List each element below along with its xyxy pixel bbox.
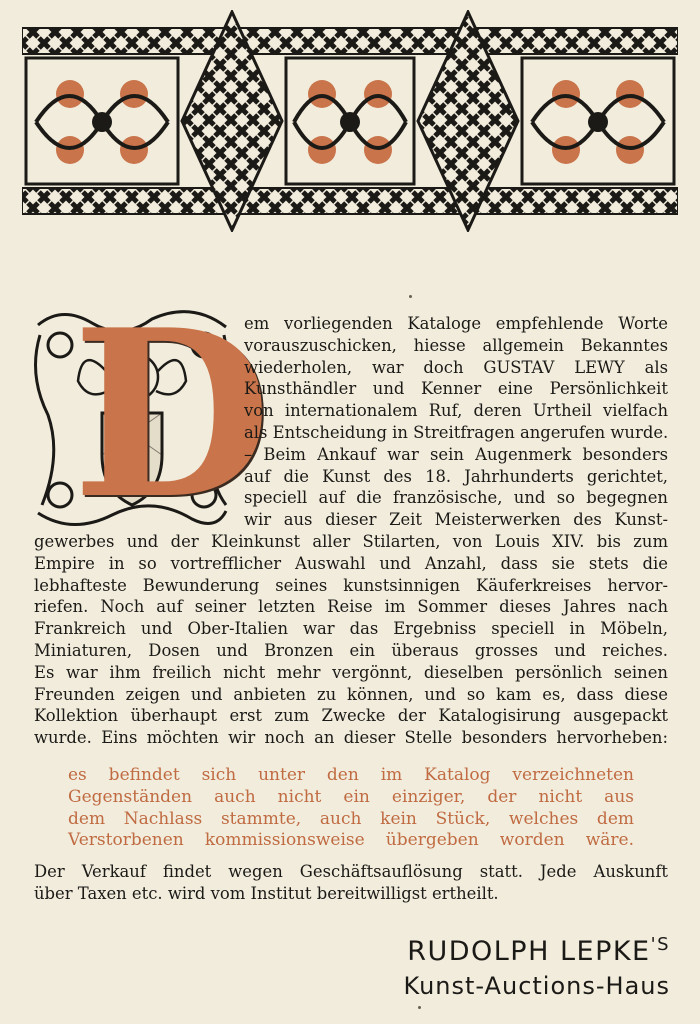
text-line: als Entscheidung in Streitfragen angerufen wurde. [244, 422, 669, 442]
celtic-knot-border-band [22, 10, 678, 232]
text-line: auf die Kunst des 18. Jahrhunderts gerichtet, [244, 466, 668, 486]
body-paragraph [34, 280, 669, 749]
highlight-line: Verstorbenen kommissionsweise übergeben worden wäre. [68, 830, 634, 851]
text-line: wurde. Eins möchten wir noch an dieser Stelle besonders hervorheben: [34, 728, 668, 748]
text-line: – Beim Ankauf war sein Augenmerk besonders [244, 444, 668, 464]
text-line: vorauszuschicken, hiesse allgemein Bekanntes [244, 335, 668, 355]
company-subtitle: Kunst-Auctions-Haus [403, 972, 670, 1000]
highlight-line: dem Nachlass stammte, auch kein Stück, welches dem [68, 808, 634, 829]
text-line: Frankreich und Ober-Italien war das Ergebniss speciell in Möbeln, [34, 619, 668, 639]
signature-block [404, 928, 670, 1003]
text-line: lebhafteste Bewunderung seines kunstsinnigen Käuferkreises hervor- [34, 575, 668, 595]
text-line: Kollektion überhaupt erst zum Zwecke der Katalogisirung ausgepackt [34, 706, 668, 726]
text-line: Der Verkauf findet wegen Geschäftsauflösung statt. Jede Auskunft [34, 862, 668, 881]
initial-letter: D [72, 280, 272, 550]
floral-panel-right [522, 58, 674, 184]
company-name: RUDOLPH $LEPKE^{'S}$ [407, 934, 670, 967]
closing-paragraph [34, 861, 668, 905]
print-speck [418, 1006, 421, 1009]
text-line: wiederholen, war doch GUSTAV LEWY als [244, 357, 668, 377]
text-line: Kunsthändler und Kenner eine Persönlichkeit [244, 379, 668, 399]
text-line: em vorliegenden Kataloge empfehlende Worte [244, 314, 668, 333]
highlight-line: Gegenständen auch nicht ein einziger, der nicht aus [68, 786, 634, 807]
highlight-line: es befindet sich unter den im Katalog verzeichneten [68, 765, 634, 785]
text-line: wir aus dieser Zeit Meisterwerken des Kunst- [244, 510, 668, 530]
floral-panel-center [286, 58, 414, 184]
text-line: von internationalem Ruf, deren Urtheil vielfach [244, 401, 668, 421]
text-line: Freunden zeigen und anbieten zu können, und so kam es, dass diese [34, 684, 668, 704]
highlighted-passage [34, 765, 634, 852]
text-line: riefen. Noch auf seiner letzten Reise im Sommer dieses Jahres nach [34, 597, 668, 617]
print-speck [409, 295, 412, 298]
floral-panel-left [26, 58, 178, 184]
text-line: über Taxen etc. wird vom Institut bereitwilligst ertheilt. [34, 883, 499, 903]
text-line: Empire in so vortrefflicher Auswahl und Anzahl, dass sie stets die [34, 553, 668, 573]
text-line: speciell auf die französische, und so begegnen [244, 488, 668, 508]
text-line: Miniaturen, Dosen und Bronzen ein überaus grosses und reiches. [34, 640, 668, 660]
text-line: Es war ihm freilich nicht mehr vergönnt, dieselben persönlich seinen [34, 662, 668, 682]
text-line: gewerbes und der Kleinkunst aller Stilarten, von Louis XIV. bis zum [34, 531, 668, 551]
